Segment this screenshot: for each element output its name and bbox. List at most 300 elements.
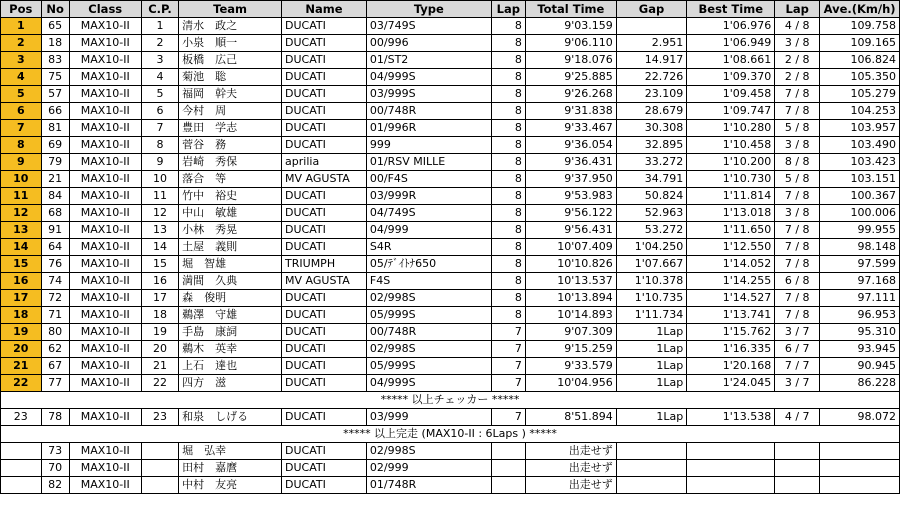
best-lap-cell: 7 / 8: [775, 307, 820, 324]
average-cell: 97.168: [820, 273, 900, 290]
status-cell: 出走せず: [525, 460, 616, 477]
best-time-cell: 1'24.045: [687, 375, 775, 392]
name-cell: DUCATI: [282, 120, 367, 137]
best-lap-cell: 3 / 7: [775, 375, 820, 392]
cp-cell: 6: [141, 103, 178, 120]
best-time-cell: 1'20.168: [687, 358, 775, 375]
checker-banner: ***** 以上チェッカー *****: [1, 392, 900, 409]
no-cell: 81: [41, 120, 69, 137]
total-time-cell: 10'10.826: [525, 256, 616, 273]
lap-cell: 8: [491, 273, 525, 290]
team-cell: 土屋 義則: [179, 239, 282, 256]
average-cell: [820, 443, 900, 460]
average-cell: 106.824: [820, 52, 900, 69]
team-cell: 小林 秀晃: [179, 222, 282, 239]
no-cell: 70: [41, 460, 69, 477]
class-cell: MAX10-II: [69, 52, 141, 69]
type-cell: 01/996R: [366, 120, 491, 137]
type-cell: 00/748R: [366, 103, 491, 120]
best-lap-cell: 6 / 8: [775, 273, 820, 290]
total-time-cell: 10'04.956: [525, 375, 616, 392]
gap-cell: 50.824: [616, 188, 686, 205]
best-lap-cell: 7 / 8: [775, 256, 820, 273]
best-time-cell: 1'11.650: [687, 222, 775, 239]
cp-cell: 3: [141, 52, 178, 69]
name-cell: DUCATI: [282, 103, 367, 120]
type-cell: 02/999: [366, 460, 491, 477]
header-cp: C.P.: [141, 1, 178, 18]
best-time-cell: 1'12.550: [687, 239, 775, 256]
type-cell: 03/749S: [366, 18, 491, 35]
name-cell: DUCATI: [282, 443, 367, 460]
pos-cell: 9: [1, 154, 42, 171]
gap-cell: 1Lap: [616, 409, 686, 426]
lap-cell: 8: [491, 256, 525, 273]
best-time-cell: 1'16.335: [687, 341, 775, 358]
best-time-cell: [687, 477, 775, 494]
table-row: [1, 341, 900, 358]
name-cell: DUCATI: [282, 18, 367, 35]
table-row: [1, 205, 900, 222]
team-cell: 手島 康詞: [179, 324, 282, 341]
table-row: [1, 188, 900, 205]
best-lap-cell: [775, 477, 820, 494]
pos-cell: 3: [1, 52, 42, 69]
header-type: Type: [366, 1, 491, 18]
lap-cell: 8: [491, 137, 525, 154]
type-cell: 01/RSV MILLE: [366, 154, 491, 171]
no-cell: 74: [41, 273, 69, 290]
average-cell: 103.423: [820, 154, 900, 171]
pos-cell: 20: [1, 341, 42, 358]
average-cell: 95.310: [820, 324, 900, 341]
name-cell: DUCATI: [282, 477, 367, 494]
class-cell: MAX10-II: [69, 477, 141, 494]
best-time-cell: 1'10.280: [687, 120, 775, 137]
type-cell: 01/748R: [366, 477, 491, 494]
team-cell: 小泉 順一: [179, 35, 282, 52]
type-cell: 03/999R: [366, 188, 491, 205]
status-cell: 出走せず: [525, 477, 616, 494]
average-cell: 105.279: [820, 86, 900, 103]
header-total-time: Total Time: [525, 1, 616, 18]
average-cell: 100.006: [820, 205, 900, 222]
average-cell: 97.111: [820, 290, 900, 307]
name-cell: DUCATI: [282, 290, 367, 307]
total-time-cell: 9'56.431: [525, 222, 616, 239]
finish-banner: ***** 以上完走 (MAX10-II : 6Laps ) *****: [1, 426, 900, 443]
lap-cell: 8: [491, 18, 525, 35]
best-time-cell: 1'14.527: [687, 290, 775, 307]
lap-cell: 7: [491, 324, 525, 341]
type-cell: 00/F4S: [366, 171, 491, 188]
team-cell: 和泉 しげる: [179, 409, 282, 426]
average-cell: [820, 477, 900, 494]
header-pos: Pos: [1, 1, 42, 18]
class-cell: MAX10-II: [69, 222, 141, 239]
best-time-cell: 1'10.200: [687, 154, 775, 171]
best-time-cell: 1'06.949: [687, 35, 775, 52]
table-row: [1, 120, 900, 137]
table-row: [1, 69, 900, 86]
gap-cell: 14.917: [616, 52, 686, 69]
total-time-cell: 9'25.885: [525, 69, 616, 86]
cp-cell: 17: [141, 290, 178, 307]
no-cell: 66: [41, 103, 69, 120]
gap-cell: 30.308: [616, 120, 686, 137]
table-row: [1, 18, 900, 35]
no-cell: 79: [41, 154, 69, 171]
banner-row: [1, 392, 900, 409]
gap-cell: 1'04.250: [616, 239, 686, 256]
lap-cell: [491, 477, 525, 494]
average-cell: 100.367: [820, 188, 900, 205]
name-cell: DUCATI: [282, 137, 367, 154]
pos-cell: 1: [1, 18, 42, 35]
name-cell: DUCATI: [282, 86, 367, 103]
total-time-cell: 9'36.431: [525, 154, 616, 171]
type-cell: 02/998S: [366, 290, 491, 307]
lap-cell: 8: [491, 103, 525, 120]
cp-cell: 20: [141, 341, 178, 358]
class-cell: MAX10-II: [69, 290, 141, 307]
average-cell: 99.955: [820, 222, 900, 239]
best-time-cell: 1'14.255: [687, 273, 775, 290]
name-cell: aprilia: [282, 154, 367, 171]
type-cell: 03/999: [366, 409, 491, 426]
gap-cell: 1'11.734: [616, 307, 686, 324]
lap-cell: 8: [491, 52, 525, 69]
average-cell: 103.957: [820, 120, 900, 137]
gap-cell: 28.679: [616, 103, 686, 120]
cp-cell: [141, 443, 178, 460]
lap-cell: 8: [491, 86, 525, 103]
lap-cell: 7: [491, 341, 525, 358]
gap-cell: 32.895: [616, 137, 686, 154]
total-time-cell: 9'07.309: [525, 324, 616, 341]
pos-cell: [1, 443, 42, 460]
header-best-lap: Lap: [775, 1, 820, 18]
type-cell: S4R: [366, 239, 491, 256]
team-cell: 森 俊明: [179, 290, 282, 307]
total-time-cell: 9'56.122: [525, 205, 616, 222]
pos-cell: 22: [1, 375, 42, 392]
cp-cell: 8: [141, 137, 178, 154]
average-cell: 103.151: [820, 171, 900, 188]
class-cell: MAX10-II: [69, 375, 141, 392]
pos-cell: 16: [1, 273, 42, 290]
lap-cell: 8: [491, 35, 525, 52]
table-row: [1, 35, 900, 52]
team-cell: 菊池 聡: [179, 69, 282, 86]
team-cell: 今村 周: [179, 103, 282, 120]
class-cell: MAX10-II: [69, 409, 141, 426]
table-row: [1, 358, 900, 375]
name-cell: DUCATI: [282, 375, 367, 392]
class-cell: MAX10-II: [69, 171, 141, 188]
lap-cell: 7: [491, 409, 525, 426]
team-cell: 板橋 広己: [179, 52, 282, 69]
table-row: [1, 239, 900, 256]
pos-cell: 7: [1, 120, 42, 137]
team-cell: 堀 智雄: [179, 256, 282, 273]
gap-cell: 1'10.735: [616, 290, 686, 307]
best-time-cell: 1'10.730: [687, 171, 775, 188]
pos-cell: 19: [1, 324, 42, 341]
pos-cell: 13: [1, 222, 42, 239]
no-cell: 64: [41, 239, 69, 256]
no-cell: 71: [41, 307, 69, 324]
team-cell: 清水 政之: [179, 18, 282, 35]
class-cell: MAX10-II: [69, 120, 141, 137]
average-cell: 90.945: [820, 358, 900, 375]
name-cell: MV AGUSTA: [282, 171, 367, 188]
total-time-cell: 9'33.579: [525, 358, 616, 375]
best-time-cell: 1'08.661: [687, 52, 775, 69]
best-lap-cell: 8 / 8: [775, 154, 820, 171]
best-lap-cell: 5 / 8: [775, 171, 820, 188]
lap-cell: [491, 443, 525, 460]
class-cell: MAX10-II: [69, 341, 141, 358]
no-cell: 18: [41, 35, 69, 52]
gap-cell: 53.272: [616, 222, 686, 239]
table-row: [1, 52, 900, 69]
no-cell: 65: [41, 18, 69, 35]
table-row: [1, 222, 900, 239]
results-body: [1, 18, 900, 494]
pos-cell: 2: [1, 35, 42, 52]
name-cell: DUCATI: [282, 460, 367, 477]
best-lap-cell: 7 / 8: [775, 86, 820, 103]
best-time-cell: 1'06.976: [687, 18, 775, 35]
class-cell: MAX10-II: [69, 137, 141, 154]
lap-cell: 7: [491, 358, 525, 375]
header-class: Class: [69, 1, 141, 18]
total-time-cell: 9'33.467: [525, 120, 616, 137]
no-cell: 82: [41, 477, 69, 494]
average-cell: 98.072: [820, 409, 900, 426]
cp-cell: 21: [141, 358, 178, 375]
best-lap-cell: 7 / 8: [775, 222, 820, 239]
pos-cell: 17: [1, 290, 42, 307]
lap-cell: 8: [491, 188, 525, 205]
average-cell: 105.350: [820, 69, 900, 86]
name-cell: DUCATI: [282, 222, 367, 239]
cp-cell: 2: [141, 35, 178, 52]
name-cell: TRIUMPH: [282, 256, 367, 273]
no-cell: 73: [41, 443, 69, 460]
lap-cell: 8: [491, 69, 525, 86]
dns-row: [1, 460, 900, 477]
header-gap: Gap: [616, 1, 686, 18]
team-cell: 岩崎 秀保: [179, 154, 282, 171]
type-cell: 00/748R: [366, 324, 491, 341]
no-cell: 84: [41, 188, 69, 205]
best-time-cell: 1'10.458: [687, 137, 775, 154]
best-time-cell: 1'09.458: [687, 86, 775, 103]
best-lap-cell: 5 / 8: [775, 120, 820, 137]
table-row: [1, 273, 900, 290]
gap-cell: 1Lap: [616, 324, 686, 341]
class-cell: MAX10-II: [69, 256, 141, 273]
table-row: [1, 324, 900, 341]
lap-cell: 8: [491, 290, 525, 307]
total-time-cell: 10'14.893: [525, 307, 616, 324]
gap-cell: [616, 477, 686, 494]
best-time-cell: 1'13.538: [687, 409, 775, 426]
table-row: [1, 137, 900, 154]
total-time-cell: 9'37.950: [525, 171, 616, 188]
cp-cell: 7: [141, 120, 178, 137]
team-cell: 鵜澤 守雄: [179, 307, 282, 324]
cp-cell: 10: [141, 171, 178, 188]
header-name: Name: [282, 1, 367, 18]
table-row: [1, 375, 900, 392]
team-cell: 堀 弘幸: [179, 443, 282, 460]
pos-cell: 11: [1, 188, 42, 205]
type-cell: 00/996: [366, 35, 491, 52]
team-cell: 落合 等: [179, 171, 282, 188]
no-cell: 91: [41, 222, 69, 239]
team-cell: 中村 友亮: [179, 477, 282, 494]
class-cell: MAX10-II: [69, 35, 141, 52]
best-lap-cell: 4 / 8: [775, 18, 820, 35]
best-lap-cell: 3 / 7: [775, 324, 820, 341]
average-cell: 93.945: [820, 341, 900, 358]
type-cell: 04/749S: [366, 205, 491, 222]
cp-cell: 4: [141, 69, 178, 86]
total-time-cell: 8'51.894: [525, 409, 616, 426]
class-cell: MAX10-II: [69, 154, 141, 171]
dns-row: [1, 477, 900, 494]
table-row: [1, 256, 900, 273]
name-cell: DUCATI: [282, 358, 367, 375]
cp-cell: 15: [141, 256, 178, 273]
lap-cell: 7: [491, 375, 525, 392]
name-cell: DUCATI: [282, 239, 367, 256]
best-time-cell: 1'13.741: [687, 307, 775, 324]
team-cell: 福岡 幹夫: [179, 86, 282, 103]
lap-cell: 8: [491, 171, 525, 188]
best-lap-cell: 6 / 7: [775, 341, 820, 358]
no-cell: 77: [41, 375, 69, 392]
type-cell: 04/999: [366, 222, 491, 239]
cp-cell: 1: [141, 18, 178, 35]
cp-cell: 14: [141, 239, 178, 256]
name-cell: DUCATI: [282, 69, 367, 86]
name-cell: DUCATI: [282, 324, 367, 341]
type-cell: 02/998S: [366, 443, 491, 460]
average-cell: [820, 460, 900, 477]
lap-cell: 8: [491, 154, 525, 171]
cp-cell: 11: [141, 188, 178, 205]
best-time-cell: 1'09.747: [687, 103, 775, 120]
average-cell: 86.228: [820, 375, 900, 392]
team-cell: 四方 滋: [179, 375, 282, 392]
header-average: Ave.(Km/h): [820, 1, 900, 18]
average-cell: 97.599: [820, 256, 900, 273]
type-cell: 04/999S: [366, 69, 491, 86]
gap-cell: 22.726: [616, 69, 686, 86]
best-lap-cell: 3 / 8: [775, 205, 820, 222]
best-time-cell: [687, 443, 775, 460]
type-cell: 04/999S: [366, 375, 491, 392]
lap-cell: 8: [491, 222, 525, 239]
header-row: [1, 1, 900, 18]
average-cell: 98.148: [820, 239, 900, 256]
name-cell: DUCATI: [282, 188, 367, 205]
gap-cell: 1Lap: [616, 341, 686, 358]
type-cell: 999: [366, 137, 491, 154]
gap-cell: 33.272: [616, 154, 686, 171]
header-lap: Lap: [491, 1, 525, 18]
average-cell: 104.253: [820, 103, 900, 120]
total-time-cell: 9'18.076: [525, 52, 616, 69]
pos-cell: 6: [1, 103, 42, 120]
class-cell: MAX10-II: [69, 443, 141, 460]
cp-cell: 23: [141, 409, 178, 426]
header-no: No: [41, 1, 69, 18]
class-cell: MAX10-II: [69, 103, 141, 120]
best-lap-cell: 3 / 8: [775, 137, 820, 154]
total-time-cell: 10'13.537: [525, 273, 616, 290]
no-cell: 69: [41, 137, 69, 154]
average-cell: 109.758: [820, 18, 900, 35]
team-cell: 鵜木 英幸: [179, 341, 282, 358]
best-lap-cell: 7 / 8: [775, 290, 820, 307]
name-cell: DUCATI: [282, 52, 367, 69]
no-cell: 80: [41, 324, 69, 341]
name-cell: DUCATI: [282, 307, 367, 324]
no-cell: 78: [41, 409, 69, 426]
class-cell: MAX10-II: [69, 86, 141, 103]
best-lap-cell: 4 / 7: [775, 409, 820, 426]
best-lap-cell: 7 / 8: [775, 103, 820, 120]
class-cell: MAX10-II: [69, 69, 141, 86]
class-cell: MAX10-II: [69, 18, 141, 35]
table-row: [1, 290, 900, 307]
class-cell: MAX10-II: [69, 188, 141, 205]
average-cell: 96.953: [820, 307, 900, 324]
best-lap-cell: [775, 460, 820, 477]
table-row: [1, 86, 900, 103]
table-row: [1, 409, 900, 426]
banner-row: [1, 426, 900, 443]
lap-cell: 8: [491, 120, 525, 137]
best-lap-cell: 7 / 7: [775, 358, 820, 375]
class-cell: MAX10-II: [69, 358, 141, 375]
pos-cell: 4: [1, 69, 42, 86]
gap-cell: 1Lap: [616, 375, 686, 392]
pos-cell: 15: [1, 256, 42, 273]
cp-cell: 5: [141, 86, 178, 103]
pos-cell: 14: [1, 239, 42, 256]
cp-cell: [141, 477, 178, 494]
best-lap-cell: [775, 443, 820, 460]
total-time-cell: 10'13.894: [525, 290, 616, 307]
cp-cell: 13: [141, 222, 178, 239]
table-row: [1, 171, 900, 188]
name-cell: DUCATI: [282, 205, 367, 222]
lap-cell: 8: [491, 205, 525, 222]
best-lap-cell: 7 / 8: [775, 188, 820, 205]
pos-cell: 10: [1, 171, 42, 188]
gap-cell: 1'10.378: [616, 273, 686, 290]
no-cell: 76: [41, 256, 69, 273]
name-cell: DUCATI: [282, 35, 367, 52]
team-cell: 田村 嘉麿: [179, 460, 282, 477]
class-cell: MAX10-II: [69, 205, 141, 222]
